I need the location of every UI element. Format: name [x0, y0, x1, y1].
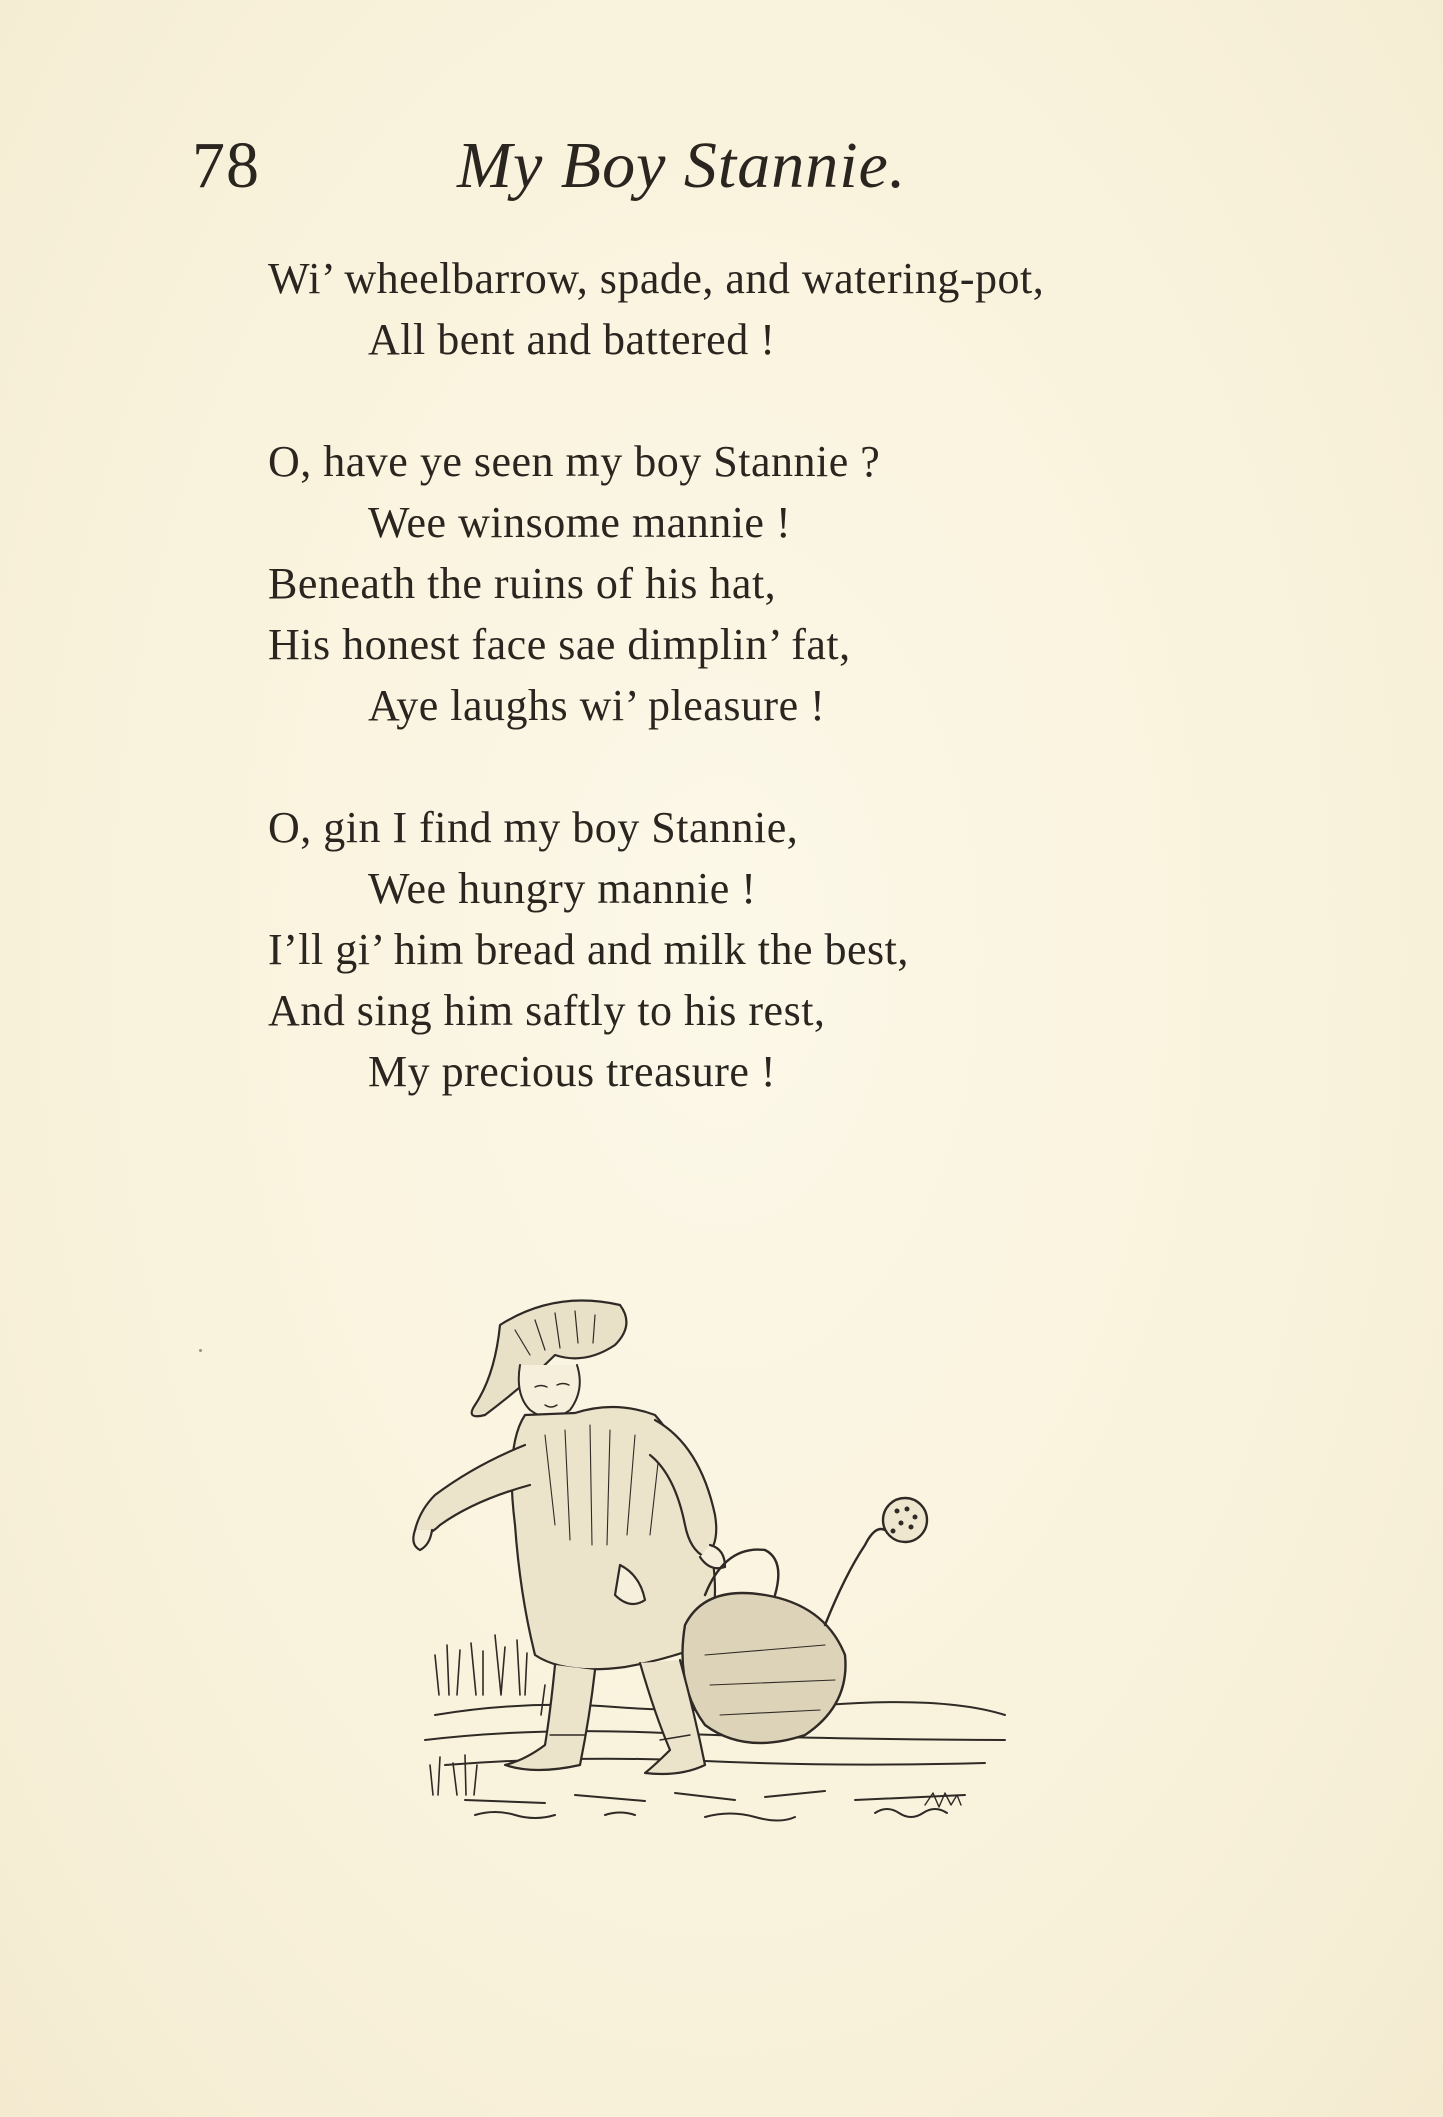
poem-line-indented: Wee hungry mannie ! — [368, 864, 757, 913]
boy-with-watering-can-engraving-icon — [405, 1295, 1025, 1855]
poem-body — [268, 248, 1268, 1163]
poem-line: O, gin I find my boy Stannie, — [268, 803, 799, 852]
stanza-2 — [268, 431, 1268, 736]
running-title: My Boy Stannie. — [457, 129, 907, 202]
poem-line: Beneath the ruins of his hat, — [268, 559, 777, 608]
poem-line: His honest face sae dimplin’ fat, — [268, 620, 851, 669]
poem-line: I’ll gi’ him bread and milk the best, — [268, 925, 909, 974]
poem-line-indented: All bent and battered ! — [368, 315, 776, 364]
poem-line: And sing him saftly to his rest, — [268, 986, 826, 1035]
paper-speck — [199, 1349, 202, 1352]
page-number: 78 — [192, 129, 260, 202]
poem-line: O, have ye seen my boy Stannie ? — [268, 437, 881, 486]
stanza-1 — [268, 248, 1268, 370]
poem-line-indented: My precious treasure ! — [368, 1047, 777, 1096]
poem-line-indented: Wee winsome mannie ! — [368, 498, 792, 547]
page-header — [192, 128, 1092, 218]
stanza-3 — [268, 797, 1268, 1102]
poem-line: Wi’ wheelbarrow, spade, and watering-pot, — [268, 254, 1045, 303]
poem-line-indented: Aye laughs wi’ pleasure ! — [368, 681, 826, 730]
